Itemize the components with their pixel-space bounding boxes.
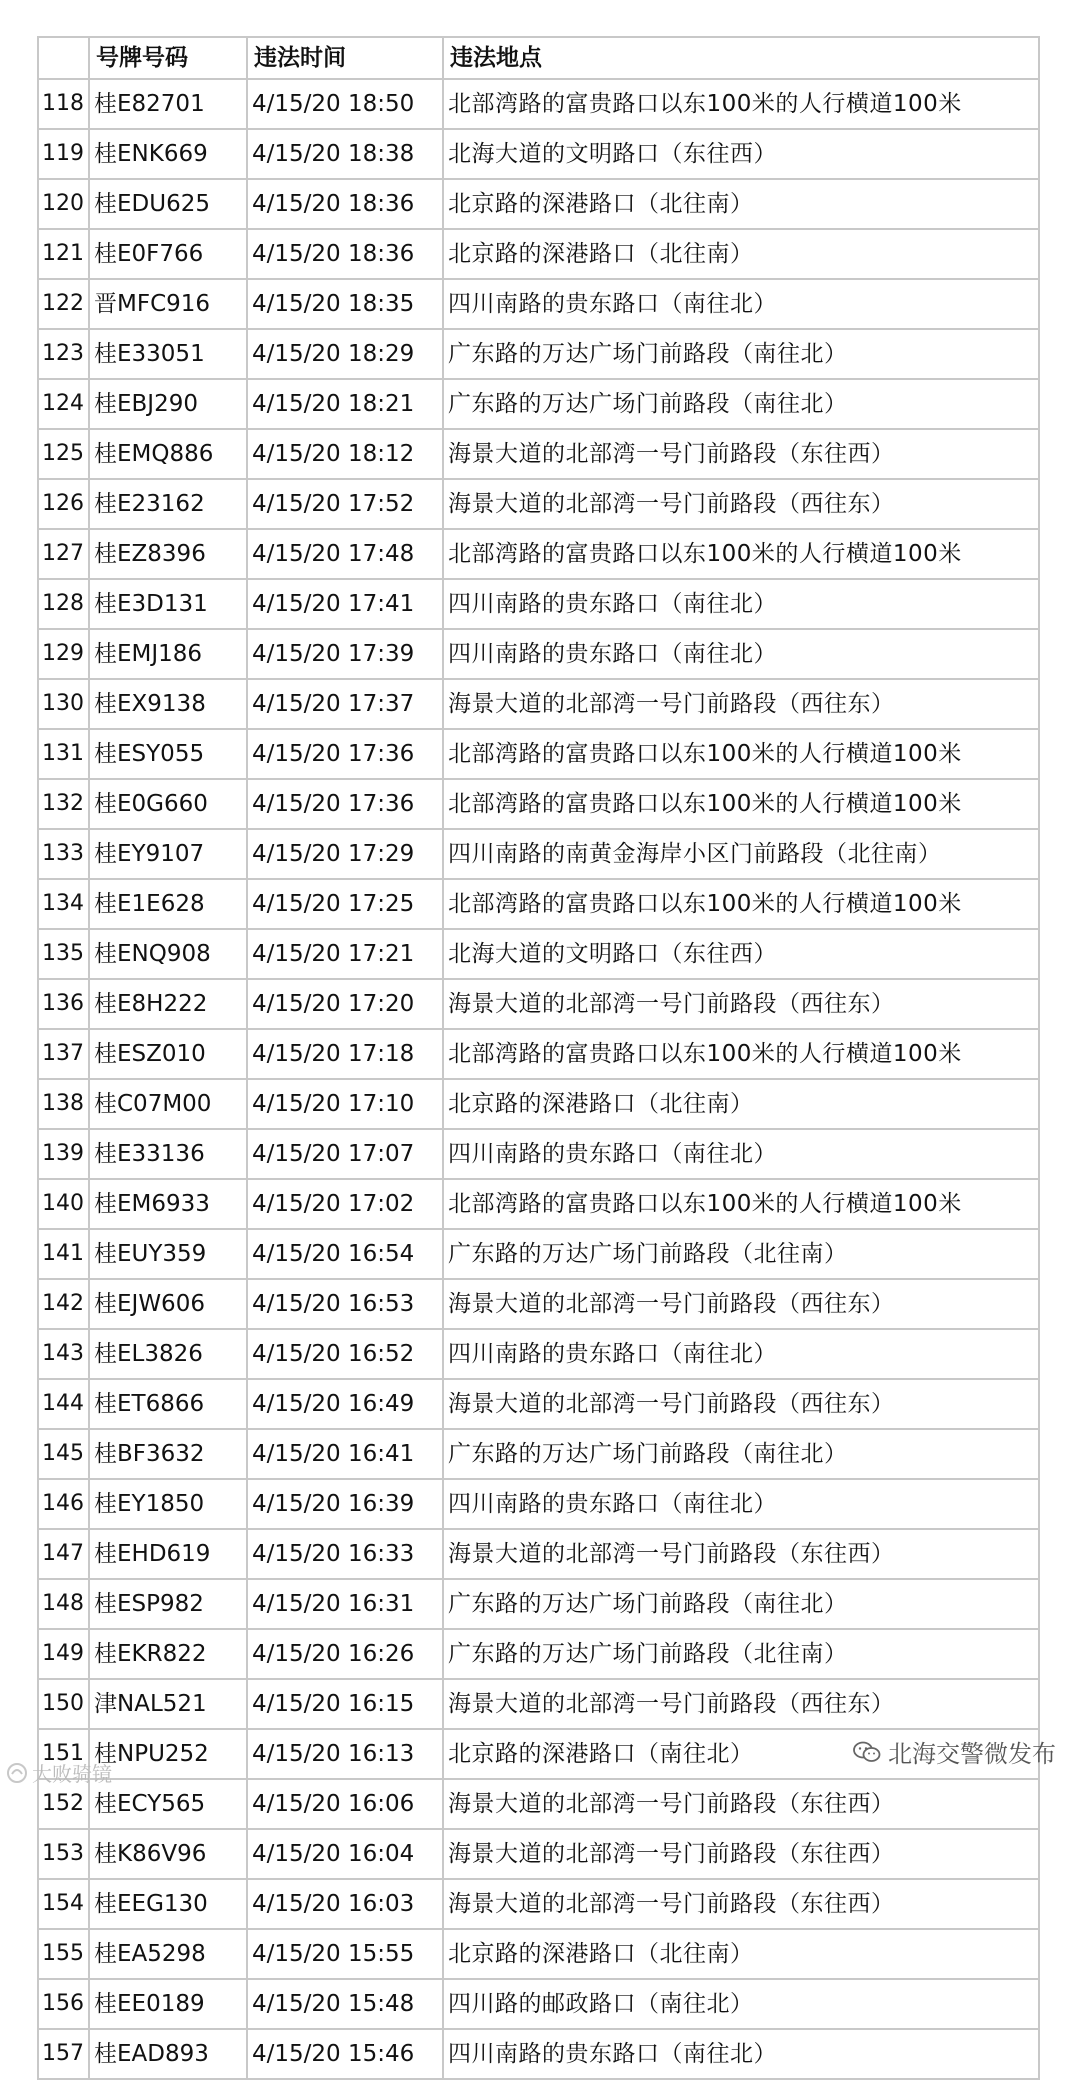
table-row: [38, 1229, 1039, 1279]
row-index: 123: [38, 329, 89, 379]
violation-location: 北海大道的文明路口（东往西）: [443, 929, 1039, 979]
violation-time: 4/15/20 18:50: [247, 79, 443, 129]
plate-number: 桂EUY359: [89, 1229, 247, 1279]
table-row: [38, 479, 1039, 529]
row-index: 146: [38, 1479, 89, 1529]
row-index: 137: [38, 1029, 89, 1079]
violation-time: 4/15/20 16:31: [247, 1579, 443, 1629]
violation-time: 4/15/20 17:36: [247, 729, 443, 779]
row-index: 153: [38, 1829, 89, 1879]
table-row: [38, 2029, 1039, 2079]
violation-time: 4/15/20 16:53: [247, 1279, 443, 1329]
table-row: [38, 129, 1039, 179]
row-index: 132: [38, 779, 89, 829]
violation-location: 海景大道的北部湾一号门前路段（西往东）: [443, 979, 1039, 1029]
row-index: 149: [38, 1629, 89, 1679]
violation-time: 4/15/20 18:29: [247, 329, 443, 379]
violation-location: 海景大道的北部湾一号门前路段（东往西）: [443, 1529, 1039, 1579]
plate-number: 桂EDU625: [89, 179, 247, 229]
table-row: [38, 1629, 1039, 1679]
table-row: [38, 1029, 1039, 1079]
violation-time: 4/15/20 18:36: [247, 229, 443, 279]
violation-time: 4/15/20 17:18: [247, 1029, 443, 1079]
plate-number: 桂EE0189: [89, 1979, 247, 2029]
table-row: [38, 1879, 1039, 1929]
violation-location: 广东路的万达广场门前路段（南往北）: [443, 329, 1039, 379]
plate-number: 桂EZ8396: [89, 529, 247, 579]
violation-location: 北京路的深港路口（北往南）: [443, 179, 1039, 229]
row-index: 156: [38, 1979, 89, 2029]
table-row: [38, 1979, 1039, 2029]
table-row: [38, 1579, 1039, 1629]
row-index: 155: [38, 1929, 89, 1979]
plate-number: 桂E33136: [89, 1129, 247, 1179]
violation-location: 四川南路的贵东路口（南往北）: [443, 2029, 1039, 2079]
row-index: 124: [38, 379, 89, 429]
violation-time: 4/15/20 16:54: [247, 1229, 443, 1279]
table-row: [38, 779, 1039, 829]
table-row: [38, 529, 1039, 579]
plate-number: 桂ENQ908: [89, 929, 247, 979]
plate-number: 桂C07M00: [89, 1079, 247, 1129]
violation-time: 4/15/20 17:39: [247, 629, 443, 679]
table-row: [38, 279, 1039, 329]
plate-number: 桂EMQ886: [89, 429, 247, 479]
violation-time: 4/15/20 16:26: [247, 1629, 443, 1679]
table-row: [38, 929, 1039, 979]
violation-time: 4/15/20 18:36: [247, 179, 443, 229]
plate-number: 桂NPU252: [89, 1729, 247, 1779]
violation-location: 四川南路的南黄金海岸小区门前路段（北往南）: [443, 829, 1039, 879]
row-index: 150: [38, 1679, 89, 1729]
violation-location: 四川路的邮政路口（南往北）: [443, 1979, 1039, 2029]
violation-time: 4/15/20 16:52: [247, 1329, 443, 1379]
plate-number: 桂E1E628: [89, 879, 247, 929]
violation-time: 4/15/20 17:48: [247, 529, 443, 579]
table-row: [38, 1079, 1039, 1129]
violation-table: [37, 36, 1040, 2080]
violation-time: 4/15/20 17:29: [247, 829, 443, 879]
row-index: 139: [38, 1129, 89, 1179]
row-index: 140: [38, 1179, 89, 1229]
violation-time: 4/15/20 15:46: [247, 2029, 443, 2079]
violation-location: 四川南路的贵东路口（南往北）: [443, 629, 1039, 679]
violation-location: 海景大道的北部湾一号门前路段（东往西）: [443, 429, 1039, 479]
row-index: 136: [38, 979, 89, 1029]
violation-location: 广东路的万达广场门前路段（南往北）: [443, 379, 1039, 429]
row-index: 131: [38, 729, 89, 779]
violation-time: 4/15/20 16:41: [247, 1429, 443, 1479]
violation-location: 广东路的万达广场门前路段（南往北）: [443, 1429, 1039, 1479]
violation-location: 北京路的深港路口（北往南）: [443, 1929, 1039, 1979]
table-row: [38, 1429, 1039, 1479]
table-row: [38, 1529, 1039, 1579]
row-index: 122: [38, 279, 89, 329]
table-row: [38, 829, 1039, 879]
violation-time: 4/15/20 16:03: [247, 1879, 443, 1929]
plate-number: 晋MFC916: [89, 279, 247, 329]
plate-number: 桂EHD619: [89, 1529, 247, 1579]
violation-time: 4/15/20 17:20: [247, 979, 443, 1029]
table-row: [38, 229, 1039, 279]
row-index: 120: [38, 179, 89, 229]
plate-number: 桂E8H222: [89, 979, 247, 1029]
table-row: [38, 1379, 1039, 1429]
row-index: 125: [38, 429, 89, 479]
row-index: 121: [38, 229, 89, 279]
table-row: [38, 679, 1039, 729]
violation-time: 4/15/20 18:38: [247, 129, 443, 179]
violation-time: 4/15/20 17:21: [247, 929, 443, 979]
row-index: 134: [38, 879, 89, 929]
plate-number: 桂E3D131: [89, 579, 247, 629]
violation-location: 广东路的万达广场门前路段（北往南）: [443, 1629, 1039, 1679]
table-row: [38, 1479, 1039, 1529]
table-row: [38, 629, 1039, 679]
violation-time: 4/15/20 15:55: [247, 1929, 443, 1979]
violation-location: 北部湾路的富贵路口以东100米的人行横道100米: [443, 879, 1039, 929]
violation-location: 四川南路的贵东路口（南往北）: [443, 1129, 1039, 1179]
plate-number: 桂K86V96: [89, 1829, 247, 1879]
plate-number: 桂EM6933: [89, 1179, 247, 1229]
violation-location: 海景大道的北部湾一号门前路段（西往东）: [443, 1379, 1039, 1429]
header-index: [38, 37, 89, 79]
row-index: 118: [38, 79, 89, 129]
violation-time: 4/15/20 17:37: [247, 679, 443, 729]
violation-location: 海景大道的北部湾一号门前路段（西往东）: [443, 1679, 1039, 1729]
violation-time: 4/15/20 16:06: [247, 1779, 443, 1829]
violation-time: 4/15/20 17:02: [247, 1179, 443, 1229]
violation-location: 四川南路的贵东路口（南往北）: [443, 1329, 1039, 1379]
table-row: [38, 979, 1039, 1029]
row-index: 154: [38, 1879, 89, 1929]
plate-number: 桂EEG130: [89, 1879, 247, 1929]
violation-location: 海景大道的北部湾一号门前路段（西往东）: [443, 1279, 1039, 1329]
violation-time: 4/15/20 16:33: [247, 1529, 443, 1579]
wechat-icon: [852, 1740, 882, 1764]
app-watermark: [6, 1758, 112, 1787]
violation-location: 海景大道的北部湾一号门前路段（东往西）: [443, 1779, 1039, 1829]
table-row: [38, 329, 1039, 379]
app-watermark-text: 大败骑镜: [32, 1762, 112, 1786]
plate-number: 桂E23162: [89, 479, 247, 529]
table-header-row: [38, 37, 1039, 79]
plate-number: 桂EBJ290: [89, 379, 247, 429]
table-row: [38, 379, 1039, 429]
row-index: 151: [38, 1729, 89, 1779]
violation-time: 4/15/20 16:15: [247, 1679, 443, 1729]
plate-number: 桂E0F766: [89, 229, 247, 279]
table-row: [38, 1679, 1039, 1729]
violation-location: 四川南路的贵东路口（南往北）: [443, 579, 1039, 629]
table-row: [38, 179, 1039, 229]
plate-number: 桂ESZ010: [89, 1029, 247, 1079]
violation-location: 北京路的深港路口（北往南）: [443, 1079, 1039, 1129]
row-index: 129: [38, 629, 89, 679]
table-row: [38, 429, 1039, 479]
plate-number: 桂EKR822: [89, 1629, 247, 1679]
row-index: 148: [38, 1579, 89, 1629]
violation-location: 四川南路的贵东路口（南往北）: [443, 1479, 1039, 1529]
row-index: 152: [38, 1779, 89, 1829]
violation-time: 4/15/20 17:36: [247, 779, 443, 829]
header-violation-location: 违法地点: [443, 37, 1039, 79]
plate-number: 桂EA5298: [89, 1929, 247, 1979]
violation-location: 北部湾路的富贵路口以东100米的人行横道100米: [443, 79, 1039, 129]
row-index: 135: [38, 929, 89, 979]
row-index: 142: [38, 1279, 89, 1329]
plate-number: 桂ESP982: [89, 1579, 247, 1629]
table-row: [38, 1829, 1039, 1879]
table-row: [38, 579, 1039, 629]
violation-time: 4/15/20 16:39: [247, 1479, 443, 1529]
app-logo-icon: [6, 1762, 28, 1784]
violation-location: 北京路的深港路口（北往南）: [443, 229, 1039, 279]
violation-location: 广东路的万达广场门前路段（南往北）: [443, 1579, 1039, 1629]
violation-time: 4/15/20 17:52: [247, 479, 443, 529]
violation-location: 北部湾路的富贵路口以东100米的人行横道100米: [443, 1179, 1039, 1229]
table-row: [38, 1129, 1039, 1179]
violation-location: 北部湾路的富贵路口以东100米的人行横道100米: [443, 729, 1039, 779]
row-index: 157: [38, 2029, 89, 2079]
row-index: 143: [38, 1329, 89, 1379]
row-index: 127: [38, 529, 89, 579]
table-row: [38, 879, 1039, 929]
plate-number: 桂E0G660: [89, 779, 247, 829]
table-row: [38, 1179, 1039, 1229]
violation-time: 4/15/20 15:48: [247, 1979, 443, 2029]
plate-number: 桂EY1850: [89, 1479, 247, 1529]
plate-number: 桂E82701: [89, 79, 247, 129]
plate-number: 桂BF3632: [89, 1429, 247, 1479]
table-row: [38, 729, 1039, 779]
header-plate-number: 号牌号码: [89, 37, 247, 79]
plate-number: 津NAL521: [89, 1679, 247, 1729]
plate-number: 桂EL3826: [89, 1329, 247, 1379]
wechat-watermark: [852, 1734, 1056, 1769]
plate-number: 桂EY9107: [89, 829, 247, 879]
violation-location: 海景大道的北部湾一号门前路段（西往东）: [443, 679, 1039, 729]
row-index: 138: [38, 1079, 89, 1129]
plate-number: 桂ESY055: [89, 729, 247, 779]
violation-time: 4/15/20 17:07: [247, 1129, 443, 1179]
plate-number: 桂ET6866: [89, 1379, 247, 1429]
violation-time: 4/15/20 18:12: [247, 429, 443, 479]
plate-number: 桂ENK669: [89, 129, 247, 179]
violation-location: 北京路的深港路口（南往北）: [443, 1729, 1039, 1779]
violation-location: 北部湾路的富贵路口以东100米的人行横道100米: [443, 779, 1039, 829]
plate-number: 桂EMJ186: [89, 629, 247, 679]
row-index: 144: [38, 1379, 89, 1429]
row-index: 128: [38, 579, 89, 629]
wechat-account-name: 北海交警微发布: [888, 1740, 1056, 1768]
violation-time: 4/15/20 18:35: [247, 279, 443, 329]
violation-location: 海景大道的北部湾一号门前路段（东往西）: [443, 1829, 1039, 1879]
violation-time: 4/15/20 18:21: [247, 379, 443, 429]
plate-number: 桂EX9138: [89, 679, 247, 729]
table-row: [38, 1779, 1039, 1829]
violation-location: 海景大道的北部湾一号门前路段（东往西）: [443, 1879, 1039, 1929]
violation-location: 北部湾路的富贵路口以东100米的人行横道100米: [443, 1029, 1039, 1079]
violation-time: 4/15/20 17:41: [247, 579, 443, 629]
row-index: 147: [38, 1529, 89, 1579]
table-row: [38, 1279, 1039, 1329]
violation-time: 4/15/20 17:10: [247, 1079, 443, 1129]
table-row: [38, 1329, 1039, 1379]
violation-location: 广东路的万达广场门前路段（北往南）: [443, 1229, 1039, 1279]
plate-number: 桂EAD893: [89, 2029, 247, 2079]
violation-location: 四川南路的贵东路口（南往北）: [443, 279, 1039, 329]
plate-number: 桂EJW606: [89, 1279, 247, 1329]
table-row: [38, 79, 1039, 129]
row-index: 145: [38, 1429, 89, 1479]
header-violation-time: 违法时间: [247, 37, 443, 79]
row-index: 130: [38, 679, 89, 729]
violation-location: 北海大道的文明路口（东往西）: [443, 129, 1039, 179]
violation-time: 4/15/20 17:25: [247, 879, 443, 929]
violation-time: 4/15/20 16:04: [247, 1829, 443, 1879]
plate-number: 桂E33051: [89, 329, 247, 379]
row-index: 141: [38, 1229, 89, 1279]
row-index: 126: [38, 479, 89, 529]
plate-number: 桂ECY565: [89, 1779, 247, 1829]
violation-time: 4/15/20 16:49: [247, 1379, 443, 1429]
violation-location: 海景大道的北部湾一号门前路段（西往东）: [443, 479, 1039, 529]
row-index: 119: [38, 129, 89, 179]
table-row: [38, 1929, 1039, 1979]
violation-location: 北部湾路的富贵路口以东100米的人行横道100米: [443, 529, 1039, 579]
row-index: 133: [38, 829, 89, 879]
violation-time: 4/15/20 16:13: [247, 1729, 443, 1779]
